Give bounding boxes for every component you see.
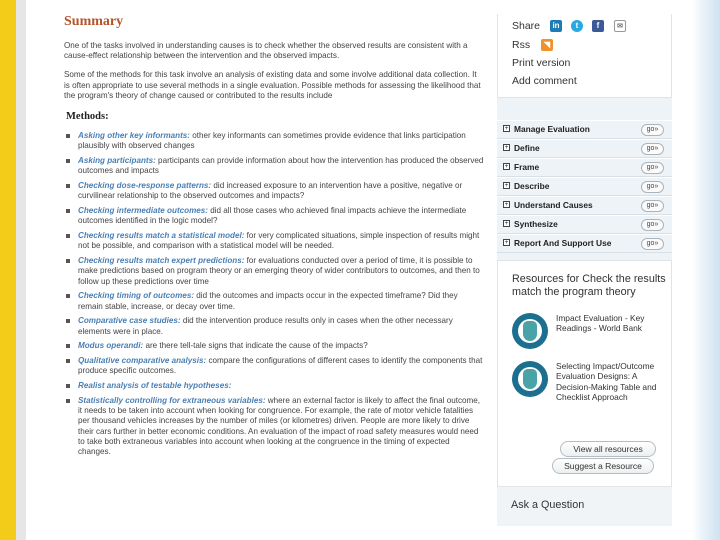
method-item [64,131,484,151]
method-link[interactable]: Statistically controlling for extraneous variables: [78,396,266,406]
print-version-link[interactable]: Print version [512,57,571,69]
method-item [64,396,484,457]
method-link[interactable]: Comparative case studies: [78,316,181,326]
share-label: Share [512,20,541,32]
method-link[interactable]: Qualitative comparative analysis: [78,356,207,366]
summary-paragraph-1: One of the tasks involved in understanding causes is to check whether the observed results are consistent with a cause-effect relationship between the intervention and the observed impacts. [64,41,468,61]
suggest-resource-button[interactable]: Suggest a Resource [552,458,654,474]
method-link[interactable]: Asking participants: [78,156,156,166]
method-description: did the outcomes and impacts occur in the expected timeframe? Did they remain stable, increase, or decay over time. [78,291,458,311]
method-link[interactable]: Checking dose-response patterns: [78,181,212,191]
method-item [64,256,484,287]
email-icon[interactable]: ✉ [614,20,626,32]
main-content [64,14,484,462]
method-item [64,206,484,226]
nav-item-label[interactable]: Frame [514,162,540,172]
expand-icon[interactable]: + [504,220,509,227]
method-item [64,231,484,251]
go-button[interactable]: go» [641,162,664,174]
method-link[interactable]: Asking other key informants: [78,131,190,141]
method-description: for very complicated situations, simple inspection of results might not be possible, and comparison with a statistical model will be needed. [78,231,480,251]
method-description: where an external factor is likely to affect the final outcome, it needs to be taken into account when looking for congruence. For example, the rate of motor vehicle fatalities per thousand vehicles increases by the number of miles (or kilometres) driven. People are more likely to drive their cars further in better economic conditions. An evaluation of the impact of road safety measures would need to take both extraneous variables into account when looking at the congruence in the timing of expected changes. [78,396,481,457]
betterevaluation-logo-icon [512,313,548,349]
nav-item-understand-causes[interactable] [497,196,672,215]
nav-item-report-and-support-use[interactable] [497,234,672,253]
expand-icon[interactable]: + [504,182,509,189]
rss-icon[interactable]: ◥ [541,39,553,51]
method-description: are there tell-tale signs that indicate the cause of the impacts? [143,341,368,351]
add-comment-link[interactable]: Add comment [512,75,577,87]
resources-heading: Resources for Check the results match the program theory [512,273,666,298]
facebook-icon[interactable]: f [592,20,604,32]
left-yellow-stripe [0,0,16,540]
method-link[interactable]: Modus operandi: [78,341,144,351]
nav-item-synthesize[interactable] [497,215,672,234]
method-description: compare the configurations of different cases to identify the components that produce specific outcomes. [78,356,483,376]
expand-icon[interactable]: + [504,144,509,151]
method-link[interactable]: Checking timing of outcomes: [78,291,195,301]
method-description: for evaluations conducted over a period of time, it is possible to make predictions based on program theory or an emerging theory of wider contributors to outcomes, and then to follow up these predictions over time [78,256,480,286]
method-item [64,181,484,201]
go-button[interactable]: go» [641,219,664,231]
ask-question-link[interactable]: Ask a Question [511,499,585,511]
resource-link-world-bank[interactable]: Impact Evaluation - Key Readings - World Bank [556,313,645,334]
expand-icon[interactable]: + [504,163,509,170]
right-blue-gradient [692,0,720,540]
share-box [497,14,672,98]
twitter-icon[interactable]: t [571,20,583,32]
betterevaluation-logo-icon [512,361,548,397]
expand-icon[interactable]: + [504,239,509,246]
nav-item-label[interactable]: Manage Evaluation [514,124,590,134]
ask-question-box [497,486,672,526]
method-link[interactable]: Checking results match a statistical model: [78,231,245,241]
nav-item-label[interactable]: Describe [514,181,550,191]
method-description: did the intervention produce results only in cases when the other necessary elements were in place. [78,316,453,336]
view-all-resources-button[interactable]: View all resources [560,441,656,457]
rss-row[interactable] [512,38,530,52]
expand-icon[interactable]: + [504,201,509,208]
method-link[interactable]: Checking intermediate outcomes: [78,206,208,216]
method-link[interactable]: Checking results match expert predictions: [78,256,245,266]
go-button[interactable]: go» [641,181,664,193]
left-gray-stripe [16,0,26,540]
go-button[interactable]: go» [641,238,664,250]
method-item [64,291,484,311]
resources-box [497,260,672,490]
evaluation-nav [497,120,672,253]
go-button[interactable]: go» [641,143,664,155]
method-description: did increased exposure to an intervention have a positive, negative or curvilinear relationship to the observed outcomes and impacts? [78,181,463,201]
nav-item-define[interactable] [497,139,672,158]
nav-item-describe[interactable] [497,177,672,196]
method-link[interactable]: Realist analysis of testable hypotheses: [78,381,232,391]
nav-item-label[interactable]: Report And Support Use [514,238,612,248]
methods-heading: Methods: [66,111,109,123]
nav-item-label[interactable]: Understand Causes [514,200,593,210]
go-button[interactable]: go» [641,200,664,212]
nav-item-label[interactable]: Synthesize [514,219,558,229]
nav-item-frame[interactable] [497,158,672,177]
method-description: did all those cases who achieved final impacts achieve the intermediate outcomes identified in the logic model? [78,206,467,226]
method-item [64,316,484,336]
nav-item-label[interactable]: Define [514,143,540,153]
summary-paragraph-2: Some of the methods for this task involve an analysis of existing data and some involve additional data collection. It is often appropriate to use several methods in a single evaluation. Possible methods for assessing the likelihood that the program's theory of change caused or contributed to the results include [64,70,481,100]
method-description: other key informants can sometimes provide evidence that links participation plausibly with observed changes [78,131,466,151]
summary-heading: Summary [64,14,124,29]
method-item [64,356,484,376]
nav-item-manage-evaluation[interactable] [497,120,672,139]
resource-link-selecting-designs[interactable]: Selecting Impact/Outcome Evaluation Designs: A Decision-Making Table and Checklist Approach [556,361,657,403]
method-description: participants can provide information about how the intervention has produced the observed outcomes and impacts [78,156,484,176]
method-item [64,156,484,176]
share-row [512,19,540,33]
rss-label[interactable]: Rss [512,39,531,51]
go-button[interactable]: go» [641,124,664,136]
method-item [64,341,484,351]
methods-list [64,131,484,457]
method-item [64,381,484,391]
expand-icon[interactable]: + [504,125,509,132]
sidebar [497,14,672,526]
linkedin-icon[interactable]: in [550,20,562,32]
